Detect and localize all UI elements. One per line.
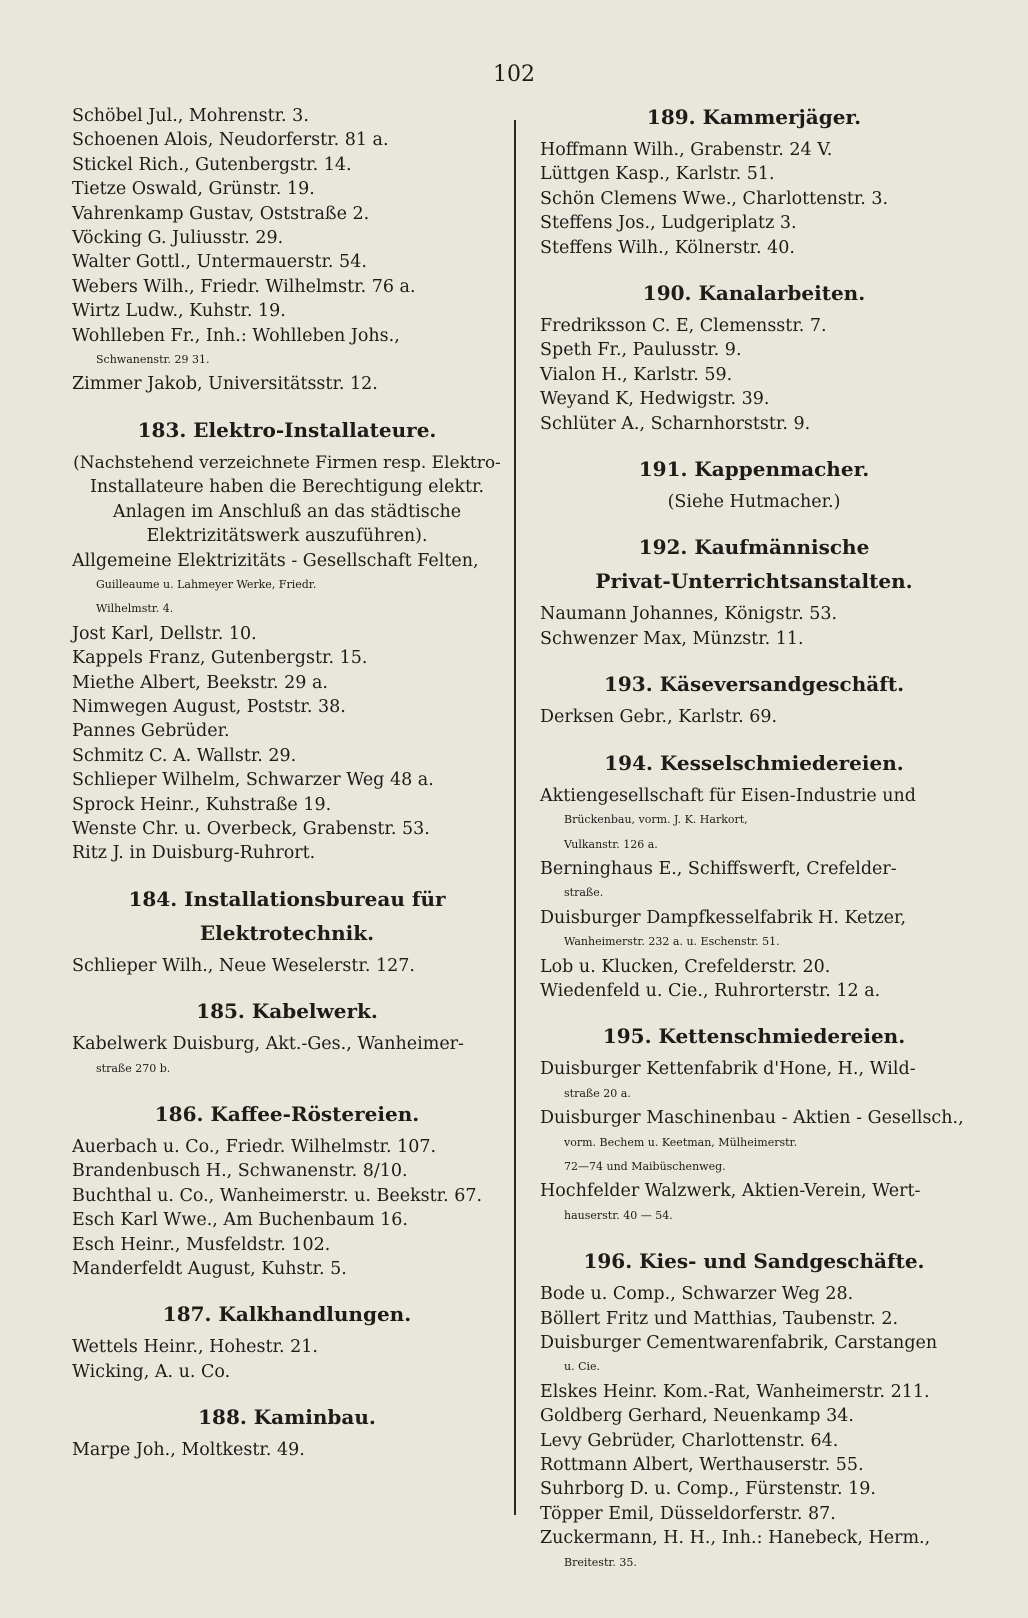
directory-entry: Esch Heinr., Musfeldstr. 102.	[72, 1234, 331, 1255]
directory-entry: Pannes Gebrüder.	[72, 721, 230, 742]
directory-entry: Steffens Jos., Ludgeriplatz 3.	[540, 213, 797, 234]
section-heading: 195. Kettenschmiedereien.	[602, 1024, 906, 1049]
entry-continuation: straße 20 a.	[564, 1086, 631, 1100]
entry-continuation: u. Cie.	[564, 1360, 601, 1374]
directory-entry: Duisburger Maschinenbau - Aktien - Gesellsch.,	[540, 1108, 964, 1129]
entry-continuation: Schwanenstr. 29 31.	[96, 353, 210, 367]
directory-entry: Duisburger Kettenfabrik d'Hone, H., Wild-	[540, 1059, 916, 1080]
directory-entry: Lüttgen Kasp., Karlstr. 51.	[540, 164, 775, 185]
section-note: Elektrizitätswerk auszuführen).	[146, 526, 428, 547]
directory-entry: Vahrenkamp Gustav, Oststraße 2.	[72, 203, 370, 224]
directory-entry: Bode u. Comp., Schwarzer Weg 28.	[540, 1284, 854, 1305]
directory-entry: Auerbach u. Co., Friedr. Wilhelmstr. 107.	[72, 1137, 437, 1157]
directory-entry: Ritz J. in Duisburg-Ruhrort.	[72, 843, 316, 864]
directory-entry: Zimmer Jakob, Universitätsstr. 12.	[72, 374, 378, 395]
directory-entry: Wicking, A. u. Co.	[72, 1361, 231, 1382]
directory-entry: Jost Karl, Dellstr. 10.	[72, 623, 257, 644]
section-heading-continued: Privat-Unterrichtsanstalten.	[595, 569, 913, 594]
entry-continuation: hauserstr. 40 — 54.	[564, 1208, 673, 1222]
section-note: Anlagen im Anschluß an das städtische	[112, 501, 462, 522]
section-heading: 196. Kies- und Sandgeschäfte.	[583, 1249, 925, 1274]
directory-entry: Schlüter A., Scharnhorststr. 9.	[540, 413, 811, 434]
directory-entry: Derksen Gebr., Karlstr. 69.	[540, 707, 778, 728]
directory-entry: Esch Karl Wwe., Am Buchenbaum 16.	[72, 1210, 408, 1231]
section-heading: 184. Installationsbureau für	[128, 886, 446, 911]
section-heading: 189. Kammerjäger.	[646, 105, 862, 129]
directory-entry: Suhrborg D. u. Comp., Fürstenstr. 19.	[540, 1479, 876, 1500]
directory-entry: Berninghaus E., Schiffswerft, Crefelder-	[540, 858, 897, 879]
directory-entry: Töpper Emil, Düsseldorferstr. 87.	[540, 1503, 836, 1524]
directory-entry: Schlieper Wilhelm, Schwarzer Weg 48 a.	[72, 770, 434, 791]
column-divider	[514, 120, 516, 1515]
directory-entry: Duisburger Cementwarenfabrik, Carstangen	[540, 1333, 938, 1353]
section-note: Installateure haben die Berechtigung elektr.	[89, 477, 485, 498]
directory-entry: Tietze Oswald, Grünstr. 19.	[72, 179, 315, 200]
section-heading: 190. Kanalarbeiten.	[642, 281, 866, 306]
entry-continuation: Guilleaume u. Lahmeyer Werke, Friedr.	[96, 577, 317, 591]
directory-entry: Manderfeldt August, Kuhstr. 5.	[72, 1259, 347, 1280]
directory-entry: Weyand K, Hedwigstr. 39.	[540, 389, 770, 410]
section-heading: 187. Kalkhandlungen.	[162, 1302, 412, 1327]
directory-entry: Wiedenfeld u. Cie., Ruhrorterstr. 12 a.	[540, 980, 881, 1001]
directory-entry: Webers Wilh., Friedr. Wilhelmstr. 76 a.	[72, 276, 416, 297]
directory-entry: Schön Clemens Wwe., Charlottenstr. 3.	[540, 188, 889, 209]
section-heading: 188. Kaminbau.	[198, 1405, 376, 1430]
directory-entry: Allgemeine Elektrizitäts - Gesellschaft Felten,	[72, 550, 479, 571]
directory-entry: Hoffmann Wilh., Grabenstr. 24 V.	[540, 140, 833, 160]
section-heading: 185. Kabelwerk.	[196, 999, 378, 1024]
directory-entry: Brandenbusch H., Schwanenstr. 8/10.	[72, 1161, 408, 1182]
directory-entry: Kappels Franz, Gutenbergstr. 15.	[72, 648, 368, 669]
directory-entry: Steffens Wilh., Kölnerstr. 40.	[540, 237, 795, 258]
directory-entry: Vöcking G. Juliusstr. 29.	[72, 228, 284, 249]
entry-continuation: Breitestr. 35.	[564, 1555, 637, 1569]
directory-entry: Elskes Heinr. Kom.-Rat, Wanheimerstr. 211.	[540, 1381, 930, 1402]
directory-entry: Stickel Rich., Gutenbergstr. 14.	[72, 154, 352, 175]
directory-entry: Hochfelder Walzwerk, Aktien-Verein, Wert-	[540, 1181, 921, 1202]
right-column	[540, 104, 968, 1575]
section-heading: 192. Kaufmännische	[638, 535, 870, 560]
directory-entry: Böllert Fritz und Matthias, Taubenstr. 2.	[540, 1308, 899, 1329]
directory-entry: Walter Gottl., Untermauerstr. 54.	[72, 252, 367, 273]
entry-continuation: 72—74 und Maibüschenweg.	[564, 1159, 726, 1173]
section-heading: 186. Kaffee-Röstereien.	[154, 1102, 420, 1126]
entry-continuation: straße.	[564, 886, 604, 900]
directory-entry: Marpe Joh., Moltkestr. 49.	[72, 1440, 305, 1461]
entry-continuation: Wanheimerstr. 232 a. u. Eschenstr. 51.	[564, 935, 780, 949]
directory-entry: Nimwegen August, Poststr. 38.	[72, 696, 346, 717]
entry-continuation: vorm. Bechem u. Keetman, Mülheimerstr.	[564, 1135, 798, 1149]
directory-entry: Wettels Heinr., Hohestr. 21.	[72, 1337, 318, 1358]
entry-continuation: Wilhelmstr. 4.	[96, 602, 174, 616]
directory-entry: Lob u. Klucken, Crefelderstr. 20.	[540, 956, 831, 977]
directory-entry: Naumann Johannes, Königstr. 53.	[540, 604, 838, 625]
directory-entry: Schwenzer Max, Münzstr. 11.	[540, 628, 804, 649]
directory-entry: Buchthal u. Co., Wanheimerstr. u. Beekstr. 67.	[72, 1185, 483, 1206]
left-column	[72, 104, 502, 1463]
directory-entry: Schmitz C. A. Wallstr. 29.	[72, 745, 297, 766]
directory-entry: Sprock Heinr., Kuhstraße 19.	[72, 794, 332, 815]
directory-entry: Kabelwerk Duisburg, Akt.-Ges., Wanheimer-	[72, 1034, 464, 1055]
entry-continuation: Brückenbau, vorm. J. K. Harkort,	[564, 813, 748, 827]
page-number: 102	[493, 62, 535, 87]
section-heading-continued: Elektrotechnik.	[199, 920, 375, 945]
directory-entry: Schoenen Alois, Neudorferstr. 81 a.	[72, 130, 389, 151]
directory-entry: Schlieper Wilh., Neue Weselerstr. 127.	[72, 955, 415, 976]
directory-entry: Wenste Chr. u. Overbeck, Grabenstr. 53.	[72, 818, 430, 839]
directory-entry: Wohlleben Fr., Inh.: Wohlleben Johs.,	[72, 325, 400, 346]
directory-entry: Aktiengesellschaft für Eisen-Industrie und	[540, 785, 917, 806]
directory-entry: Miethe Albert, Beekstr. 29 a.	[72, 672, 328, 693]
directory-entry: Duisburger Dampfkesselfabrik H. Ketzer,	[540, 907, 907, 928]
directory-entry: Fredriksson C. E, Clemensstr. 7.	[540, 316, 827, 337]
section-note: (Siehe Hutmacher.)	[667, 492, 841, 513]
section-heading: 191. Kappenmacher.	[638, 457, 870, 482]
directory-entry: Wirtz Ludw., Kuhstr. 19.	[72, 301, 286, 322]
directory-entry: Rottmann Albert, Werthauserstr. 55.	[540, 1455, 864, 1476]
directory-entry: Speth Fr., Paulusstr. 9.	[540, 340, 742, 361]
directory-entry: Zuckermann, H. H., Inh.: Hanebeck, Herm.,	[540, 1528, 931, 1549]
directory-entry: Vialon H., Karlstr. 59.	[540, 364, 733, 385]
entry-continuation: Vulkanstr. 126 a.	[564, 837, 658, 851]
directory-entry: Levy Gebrüder, Charlottenstr. 64.	[540, 1430, 839, 1451]
entry-continuation: straße 270 b.	[96, 1061, 171, 1075]
directory-entry: Goldberg Gerhard, Neuenkamp 34.	[540, 1406, 854, 1427]
section-heading: 183. Elektro-Installateure.	[137, 417, 437, 442]
directory-entry: Schöbel Jul., Mohrenstr. 3.	[72, 106, 309, 126]
section-heading: 193. Käseversandgeschäft.	[603, 672, 905, 697]
section-note: (Nachstehend verzeichnete Firmen resp. Elektro-	[73, 452, 501, 473]
section-heading: 194. Kesselschmiedereien.	[604, 750, 904, 775]
